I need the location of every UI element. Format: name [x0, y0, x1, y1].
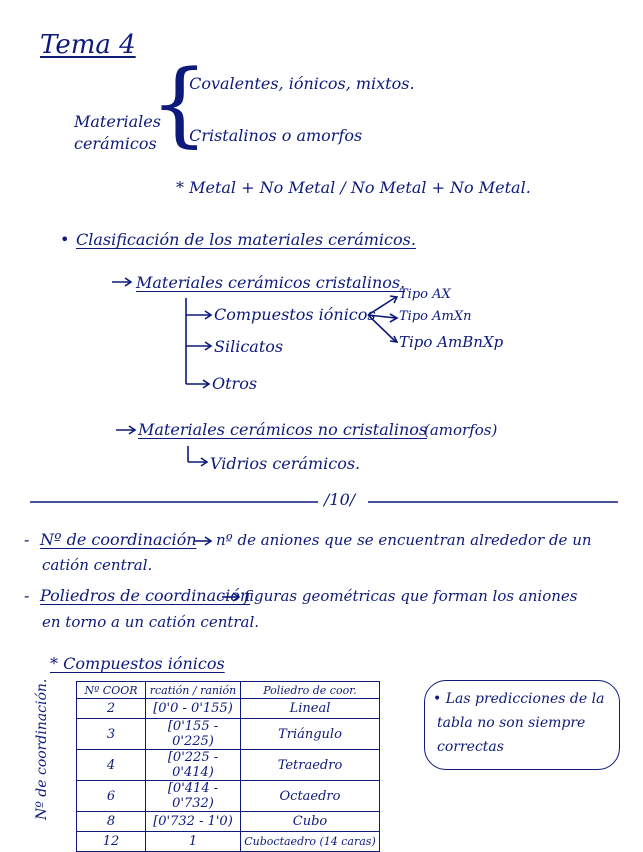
page-title: Tema 4 [40, 30, 136, 60]
table-cell: Lineal [241, 699, 380, 719]
table-header-row [77, 682, 380, 699]
table-cell: [0'155 - 0'225) [146, 719, 241, 750]
definition-term-2: Poliedros de coordinación [40, 586, 251, 605]
definition-text-2b: en torno a un catión central. [42, 613, 260, 631]
definition-term-1: Nº de coordinación [40, 530, 197, 549]
tipo-amxn: Tipo AmXn [399, 309, 472, 324]
vidrios-label: Vidrios cerámicos. [210, 454, 361, 473]
table-row [77, 719, 380, 750]
note-box [424, 680, 620, 770]
table-row [77, 750, 380, 781]
no-cristalinos-label: Materiales cerámicos no cristalinos [138, 420, 428, 439]
amorfos-label: (amorfos) [424, 421, 498, 439]
table-cell: Cuboctaedro (14 caras) [241, 832, 380, 852]
table-cell: [0'225 - 0'414) [146, 750, 241, 781]
table-cell: 3 [77, 719, 146, 750]
silicatos-label: Silicatos [214, 337, 284, 356]
table-cell: [0'414 - 0'732) [146, 781, 241, 812]
table-cell: Cubo [241, 812, 380, 832]
tipo-ax: Tipo AX [399, 287, 451, 302]
otros-label: Otros [212, 374, 258, 393]
table-cell: [0'732 - 1'0) [146, 812, 241, 832]
bullet-dot: • [60, 230, 70, 249]
definition-text-1a: nº de aniones que se encuentran alrededor de un [216, 531, 592, 549]
table-cell: 6 [77, 781, 146, 812]
materiales-label-line2: cerámicos [74, 134, 157, 153]
table-header-cell: Poliedro de coor. [241, 682, 380, 699]
vertical-label: Nº de coordinación. [34, 678, 50, 820]
table-cell: [0'0 - 0'155) [146, 699, 241, 719]
materiales-label-line1: Materiales [74, 112, 161, 131]
divider-page-number: /10/ [324, 490, 356, 509]
note-line-1: • Las predicciones de la [433, 691, 605, 707]
table-row [77, 832, 380, 852]
definition-text-1b: catión central. [42, 556, 153, 574]
table-cell: 8 [77, 812, 146, 832]
table-cell: 4 [77, 750, 146, 781]
note-line-2: tabla no son siempre [437, 715, 586, 731]
table-row [77, 699, 380, 719]
table-cell: Octaedro [241, 781, 380, 812]
table-cell: 12 [77, 832, 146, 852]
intro-item-1: * Covalentes, iónicos, mixtos. [176, 74, 415, 93]
coordination-table [76, 681, 380, 852]
definition-dash-1: - [24, 530, 30, 549]
compuestos-heading: * Compuestos iónicos [50, 654, 225, 673]
table-cell: 1 [146, 832, 241, 852]
compuestos-ionicos-label: Compuestos iónicos [214, 305, 376, 324]
cristalinos-label: Materiales cerámicos cristalinos. [136, 273, 406, 292]
intro-item-2: * Cristalinos o amorfos [176, 126, 363, 145]
definition-text-2a: figuras geométricas que forman los aniones [244, 587, 578, 605]
table-row [77, 781, 380, 812]
table-cell: 2 [77, 699, 146, 719]
curly-brace: { [150, 50, 209, 157]
table-header-cell: rcatión / ranión [146, 682, 241, 699]
note-line-3: correctas [437, 739, 504, 755]
table-cell: Tetraedro [241, 750, 380, 781]
table-cell: Triángulo [241, 719, 380, 750]
definition-dash-2: - [24, 586, 30, 605]
table-row [77, 812, 380, 832]
table-header-cell: Nº COOR [77, 682, 146, 699]
intro-item-3: * Metal + No Metal / No Metal + No Metal. [176, 178, 531, 197]
tipo-ambnxp: Tipo AmBnXp [399, 333, 504, 351]
classification-heading: Clasificación de los materiales cerámicos. [76, 230, 416, 249]
